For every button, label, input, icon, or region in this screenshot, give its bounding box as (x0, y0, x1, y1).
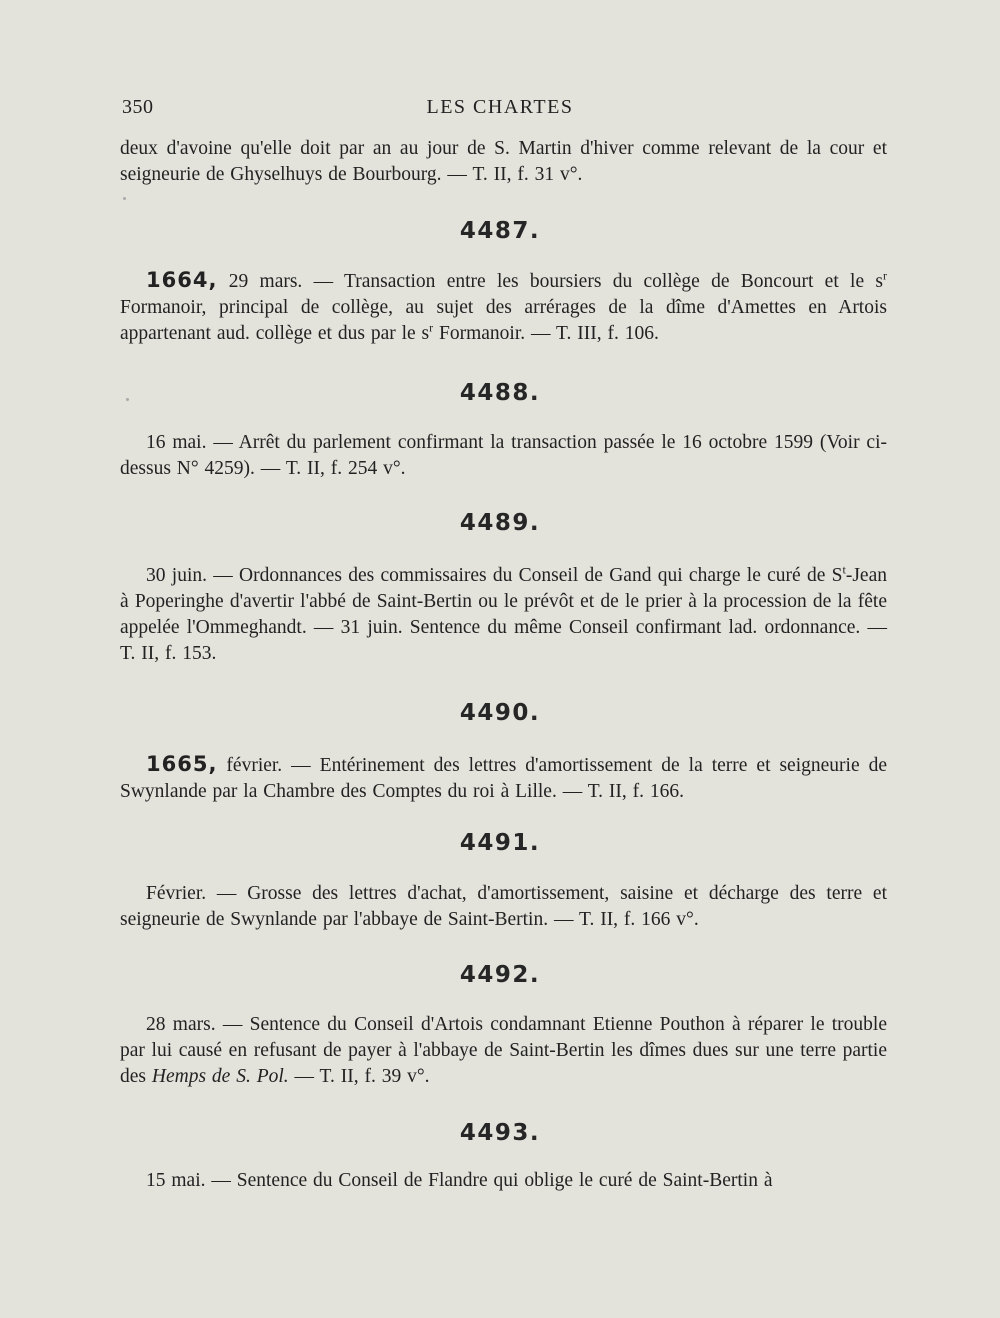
entry-number: 4491. (459, 830, 541, 856)
running-title: LES CHARTES (426, 96, 574, 118)
continuation-paragraph: deux d'avoine qu'elle doit par an au jour de S. Martin d'hiver comme relevant de la cour et seigneurie de Ghyselhuys de Bourbourg. — T. II, f. 31 v°. (120, 138, 887, 185)
entry-year: 1665, (146, 752, 218, 776)
entry-text: Février. — Grosse des lettres d'achat, d'amortissement, saisine et décharge des terre et seigneurie de Swynlande par l'abbaye de Saint-Bertin. — T. II, f. 166 v°. (120, 883, 887, 930)
paper-speck (126, 398, 129, 401)
entry-number: 4487. (459, 218, 541, 244)
page-header (0, 96, 1000, 126)
page-number: 350 (122, 96, 154, 118)
entry-number: 4488. (459, 380, 541, 406)
entry-text: 30 juin. — Ordonnances des commissaires du Conseil de Gand qui charge le curé de $S^t$-Jean à Poperinghe d'avertir l'abbé de Saint-Bertin ou le prévôt et de le prier à la procession de la fête appelée l'Ommeghandt. — 31 juin. Sentence du même Conseil confirmant lad. ordonnance. — T. II, f. 153. (120, 562, 887, 664)
entry-text: 16 mai. — Arrêt du parlement confirmant la transaction passée le 16 octobre 1599 (Voir ci-dessus N° 4259). — T. II, f. 254 v°. (120, 432, 887, 479)
entry-text: 1664, 29 mars. — Transaction entre les boursiers du collège de Boncourt et le $s^r$ Formanoir, principal de collège, au sujet des arrérages de la dîme d'Amettes en Artois appartenant aud. collège et dus par le $s^r$ Formanoir. — T. III, f. 106. (120, 268, 887, 344)
entry-number: 4490. (459, 700, 541, 726)
entry-number: 4489. (459, 510, 541, 536)
entry-text: 15 mai. — Sentence du Conseil de Flandre qui oblige le curé de Saint-Bertin à (146, 1170, 773, 1191)
entry-text: 28 mars. — Sentence du Conseil d'Artois condamnant Etienne Pouthon à réparer le trouble par lui causé en refusant de payer à l'abbaye de Saint-Bertin les dîmes dues sur une terre partie des Hemps de S. Pol. — T. II, f. 39 v°. (120, 1014, 887, 1087)
entry-number: 4493. (459, 1120, 541, 1146)
entry-year: 1664, (146, 268, 218, 292)
paper-speck (123, 197, 126, 200)
entry-number: 4492. (459, 962, 541, 988)
entry-text: 1665, février. — Entérinement des lettres d'amortissement de la terre et seigneurie de Swynlande par la Chambre des Comptes du roi à Lille. — T. II, f. 166. (120, 752, 887, 802)
